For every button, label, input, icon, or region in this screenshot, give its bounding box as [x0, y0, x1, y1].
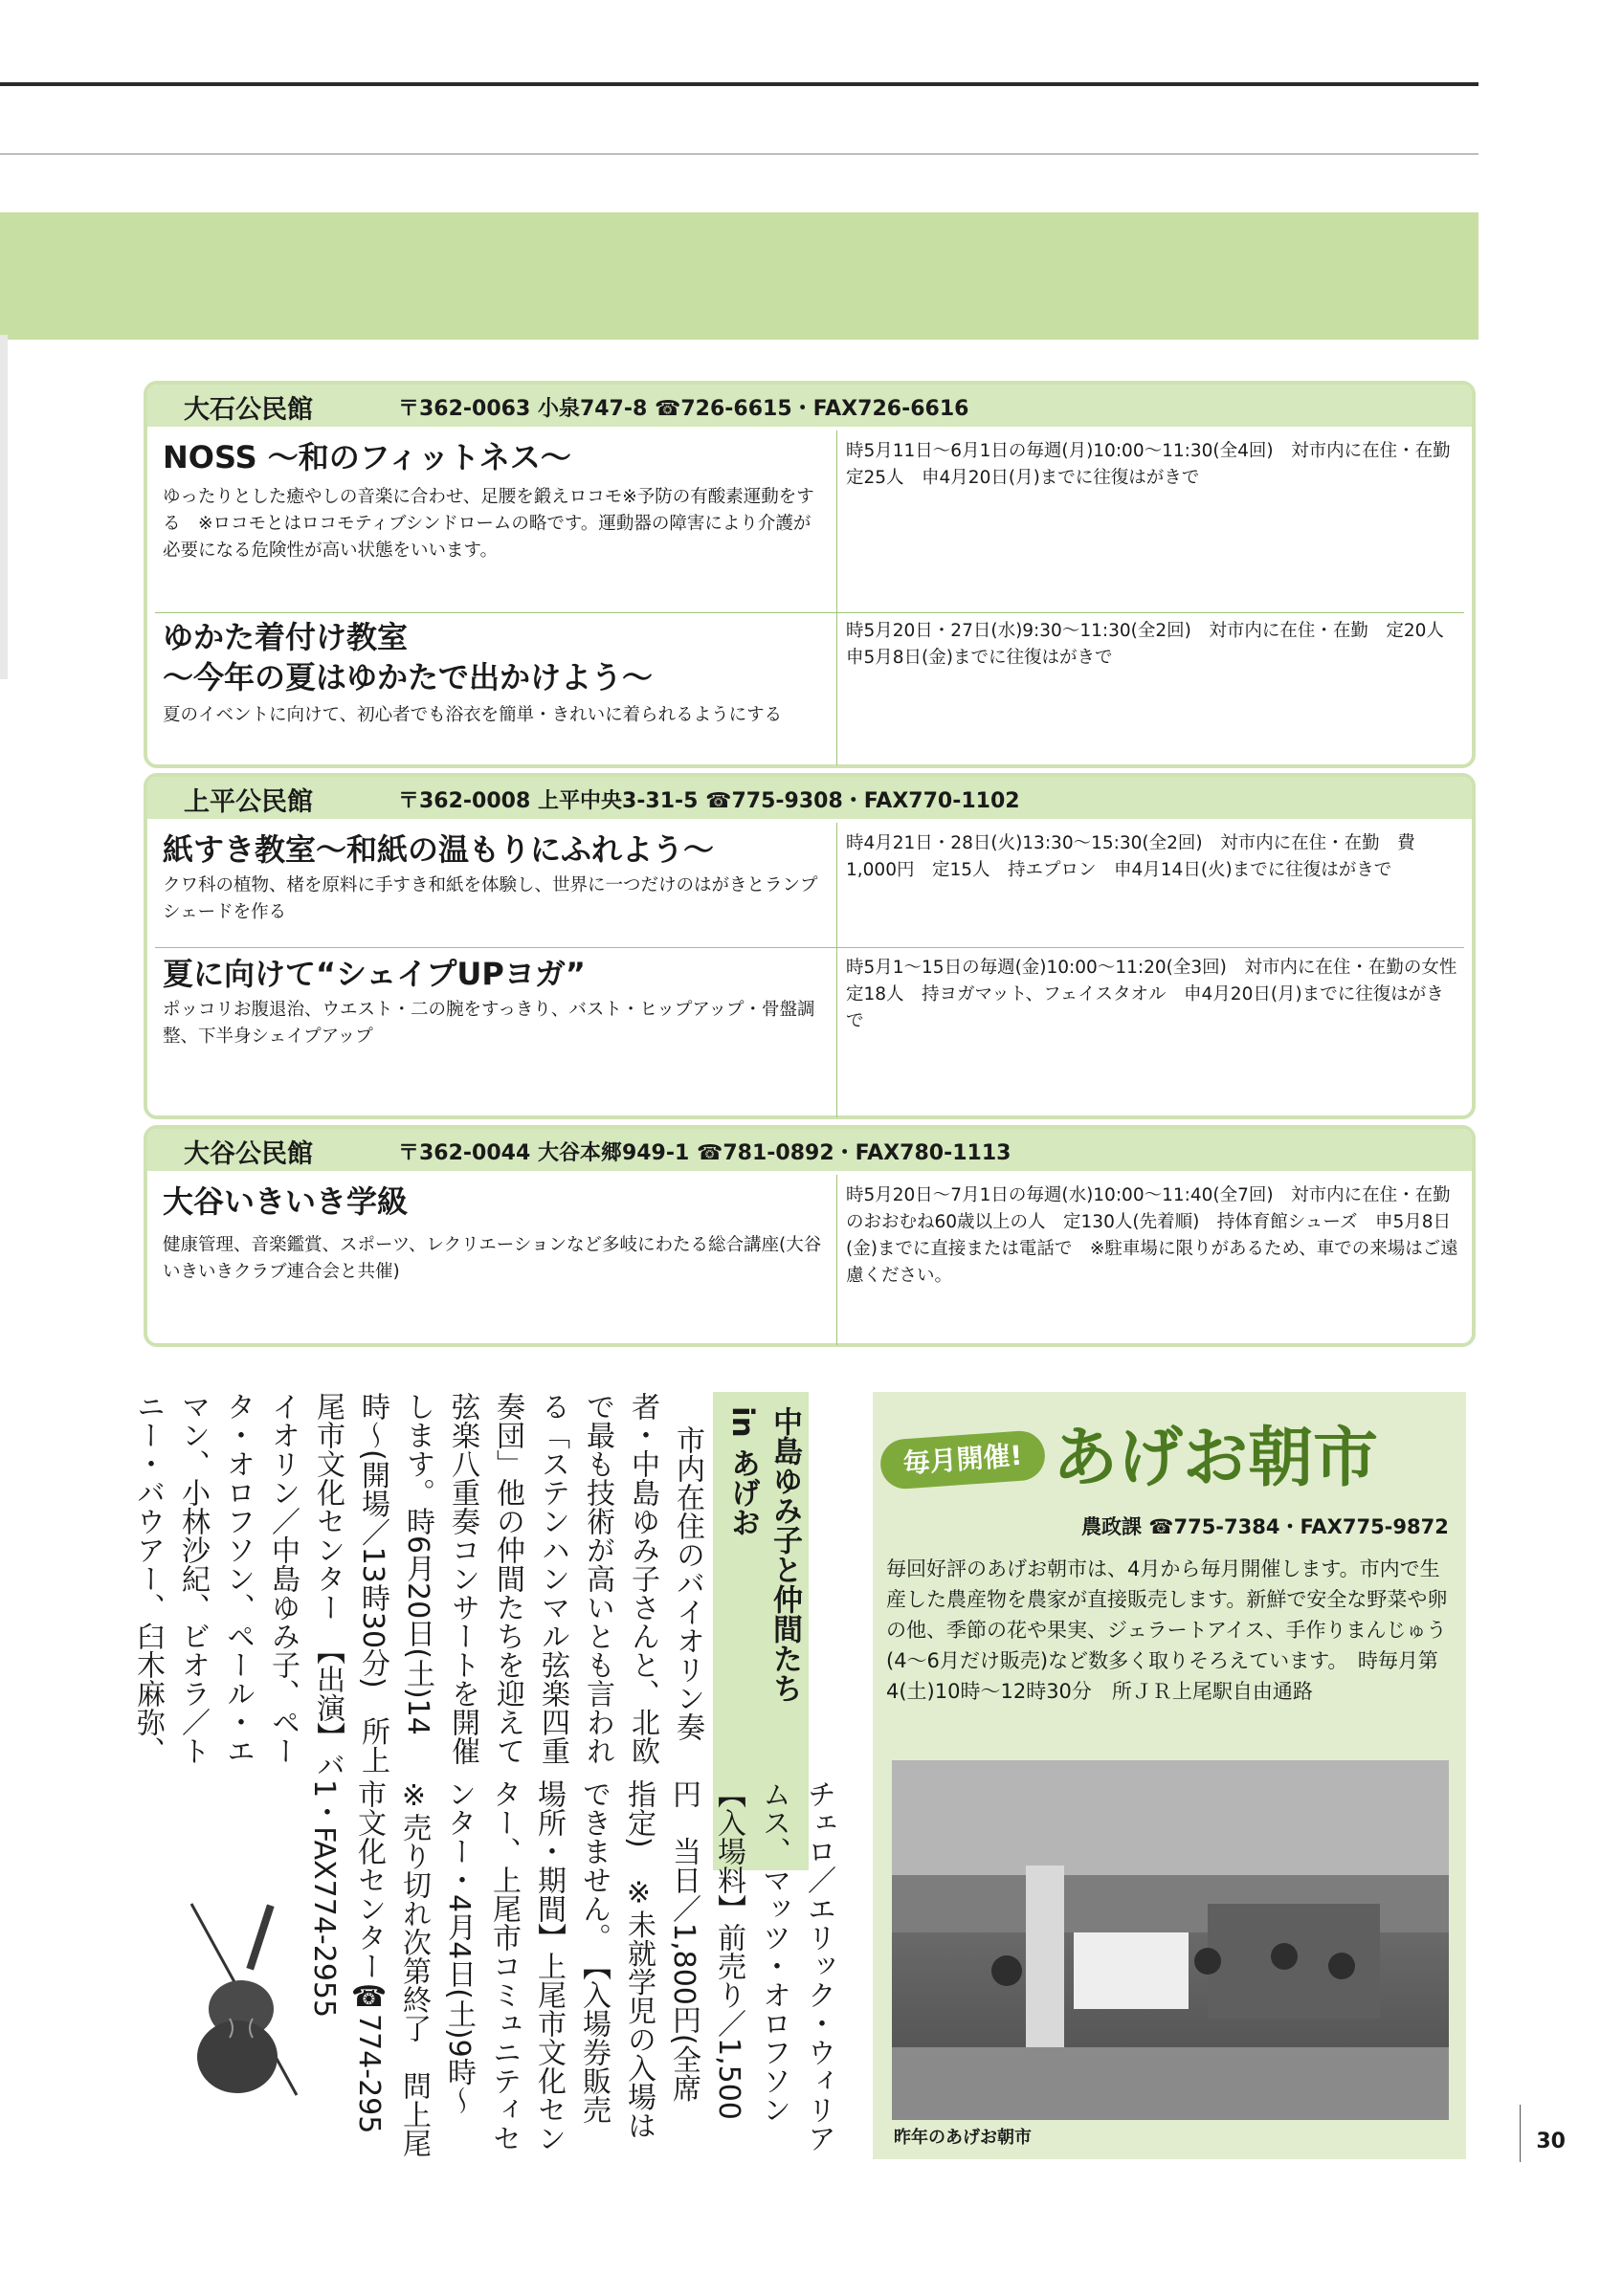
- concert-text-line: 市内在住のバイオリン奏: [671, 1425, 704, 1741]
- course-title: ゆかた着付け教室: [163, 619, 409, 655]
- concert-text-line: 市文化センター☎774-295: [352, 1779, 386, 2134]
- hall-name: 上平公民館: [184, 787, 313, 817]
- concert-text-line: 指定) ※未就学児の入場は: [622, 1779, 656, 2140]
- hall-header: [147, 385, 1472, 427]
- market-photo: [892, 1760, 1449, 2120]
- hall-box-otani: [144, 1125, 1476, 1347]
- course-details: 時5月11日～6月1日の毎週(月)10:00～11:30(全4回) 対市内に在住・在勤 定25人 申4月20日(月)までに往復はがきで: [846, 441, 1469, 488]
- course-details: 時4月21日・28日(火)13:30～15:30(全2回) 対市内に在住・在勤 費1,000円 定15人 持エプロン 申4月14日(火)までに往復はがきで: [846, 833, 1415, 880]
- hall-name: 大谷公民館: [184, 1139, 313, 1169]
- market-dept-contact: 農政課 ☎775-7384・FAX775-9872: [1081, 1515, 1449, 1538]
- concert-text-line: チェロ／エリック・ウィリア: [802, 1779, 835, 2152]
- market-photo-image: [892, 1760, 1449, 2120]
- concert-text-line: 1・FAX774-2955: [307, 1779, 341, 2019]
- concert-text-line: 時～(開場／13時30分) 所上: [356, 1392, 389, 1775]
- course-title: 大谷いきいき学級: [163, 1183, 409, 1220]
- concert-text-line: 場所・期間】上尾市文化セン: [532, 1779, 566, 2152]
- course-title: 紙すき教室～和紙の温もりにふれよう～: [163, 831, 715, 868]
- page-number-rule: [1520, 2105, 1521, 2162]
- concert-text-line: 円 当日／1,800円(全席: [667, 1779, 700, 2103]
- concert-text-line: ニー・バウアー、臼木麻弥、: [131, 1392, 165, 1765]
- market-title: あげお朝市: [1053, 1420, 1379, 1496]
- hall-contact: 〒362-0008 上平中央3-31-5 ☎775-9308・FAX770-1102: [398, 789, 1020, 813]
- hall-contact: 〒362-0063 小泉747-8 ☎726-6615・FAX726-6616: [398, 397, 969, 421]
- concert-heading-sub: in あげお: [725, 1406, 760, 1537]
- hall-header: [147, 777, 1472, 819]
- concert-text-line: ンター・4月4日(土)9時～: [442, 1779, 476, 2115]
- concert-text-line: る「ステンハンマル弦楽四重: [536, 1392, 569, 1765]
- monthly-badge: 毎月開催!: [878, 1429, 1046, 1490]
- course-description: ポッコリお腹退治、ウエスト・二の腕をすっきり、バスト・ヒップアップ・骨盤調整、下半身シェイプアップ: [163, 1000, 815, 1047]
- concert-text-line: ター、上尾市コミュニティセ: [487, 1779, 521, 2152]
- hall-box-kamihira: [144, 773, 1476, 1119]
- hall-header: [147, 1129, 1472, 1171]
- left-edge-tab: [0, 335, 8, 679]
- row-divider: [155, 612, 1464, 613]
- course-details: 時5月20日・27日(水)9:30～11:30(全2回) 対市内に在住・在勤 定20人 申5月8日(金)までに往復はがきで: [846, 621, 1462, 668]
- concert-text-line: 弦楽八重奏コンサートを開催: [446, 1392, 479, 1765]
- concert-text-line: タ・オロフソン、ペール・エ: [221, 1392, 255, 1765]
- section-banner: [0, 212, 1478, 340]
- column-divider: [836, 1175, 837, 1345]
- course-subtitle: ～今年の夏はゆかたで出かけよう～: [163, 659, 654, 695]
- violin-icon: [172, 1894, 316, 2114]
- market-body: 毎回好評のあげお朝市は、4月から毎月開催します。市内で生産した農産物を農家が直接販売します。新鮮で安全な野菜や卵の他、季節の花や果実、ジェラートアイス、手作りまんじゅう(4～6月だけ販売)など数多く取りそろえています。 時毎月第4(土)10時～12時30分 所ＪＲ上尾駅自由通路: [886, 1557, 1448, 1703]
- concert-text-line: 【入場料】前売り／1,500: [712, 1779, 745, 2120]
- course-details: 時5月1～15日の毎週(金)10:00～11:20(全3回) 対市内に在住・在勤の女性 定18人 持ヨガマット、フェイスタオル 申4月20日(月)までに往復はがきで: [846, 958, 1475, 1031]
- course-details: 時5月20日～7月1日の毎週(水)10:00～11:40(全7回) 対市内に在住・在勤のおおむね60歳以上の人 定130人(先着順) 持体育館シューズ 申5月8日(金)までに直接または電話で ※駐車場に限りがあるため、車での来場はご遠慮ください。: [846, 1185, 1458, 1286]
- concert-text-line: イオリン／中島ゆみ子、ペー: [266, 1392, 300, 1765]
- header-thin-rule: [0, 153, 1478, 155]
- course-description: クワ科の植物、楮を原料に手すき和紙を体験し、世界に一つだけのはがきとランプシェードを作る: [163, 875, 818, 922]
- concert-text-line: 尾市文化センター 【出演】バ: [311, 1392, 345, 1779]
- concert-heading: 中島ゆみ子と仲間たち: [767, 1406, 802, 1703]
- concert-text-line: ※売り切れ次第終了 問上尾: [397, 1779, 431, 2157]
- course-title: 夏に向けて“シェイプUPヨガ”: [163, 956, 586, 992]
- concert-text-line: で最も技術が高いとも言われ: [581, 1392, 614, 1765]
- concert-text-line: マン、小林沙紀、ビオラ／ト: [176, 1392, 210, 1765]
- row-divider: [155, 947, 1464, 948]
- course-description: 健康管理、音楽鑑賞、スポーツ、レクリエーションなど多岐にわたる総合講座(大谷いきいきクラブ連合会と共催): [163, 1235, 822, 1282]
- concert-text-line: できません。 【入場券販売: [577, 1779, 611, 2124]
- concert-text-line: します。時6月20日(土)14: [401, 1392, 434, 1735]
- page-number: 30: [1536, 2130, 1566, 2153]
- hall-name: 大石公民館: [184, 395, 313, 425]
- concert-text-line: 者・中島ゆみ子さんと、北欧: [626, 1392, 659, 1765]
- hall-contact: 〒362-0044 大谷本郷949-1 ☎781-0892・FAX780-1113: [398, 1141, 1012, 1165]
- column-divider: [836, 823, 837, 1117]
- course-title: NOSS ～和のフィットネス～: [163, 439, 571, 475]
- photo-caption: 昨年のあげお朝市: [894, 2128, 1032, 2148]
- concert-text-line: 奏団」他の仲間たちを迎えて: [491, 1392, 524, 1765]
- header-rule: [0, 82, 1478, 86]
- hall-box-oishi: [144, 381, 1476, 768]
- concert-text-line: ムス、マッツ・オロフソン: [757, 1779, 790, 2124]
- course-description: ゆったりとした癒やしの音楽に合わせ、足腰を鍛えロコモ※予防の有酸素運動をする ※ロコモとはロコモティブシンドロームの略です。運動器の障害により介護が必要になる危険性が高い状態をいいます。: [163, 487, 814, 561]
- course-description: 夏のイベントに向けて、初心者でも浴衣を簡単・きれいに着られるようにする: [163, 705, 783, 725]
- column-divider: [836, 430, 837, 765]
